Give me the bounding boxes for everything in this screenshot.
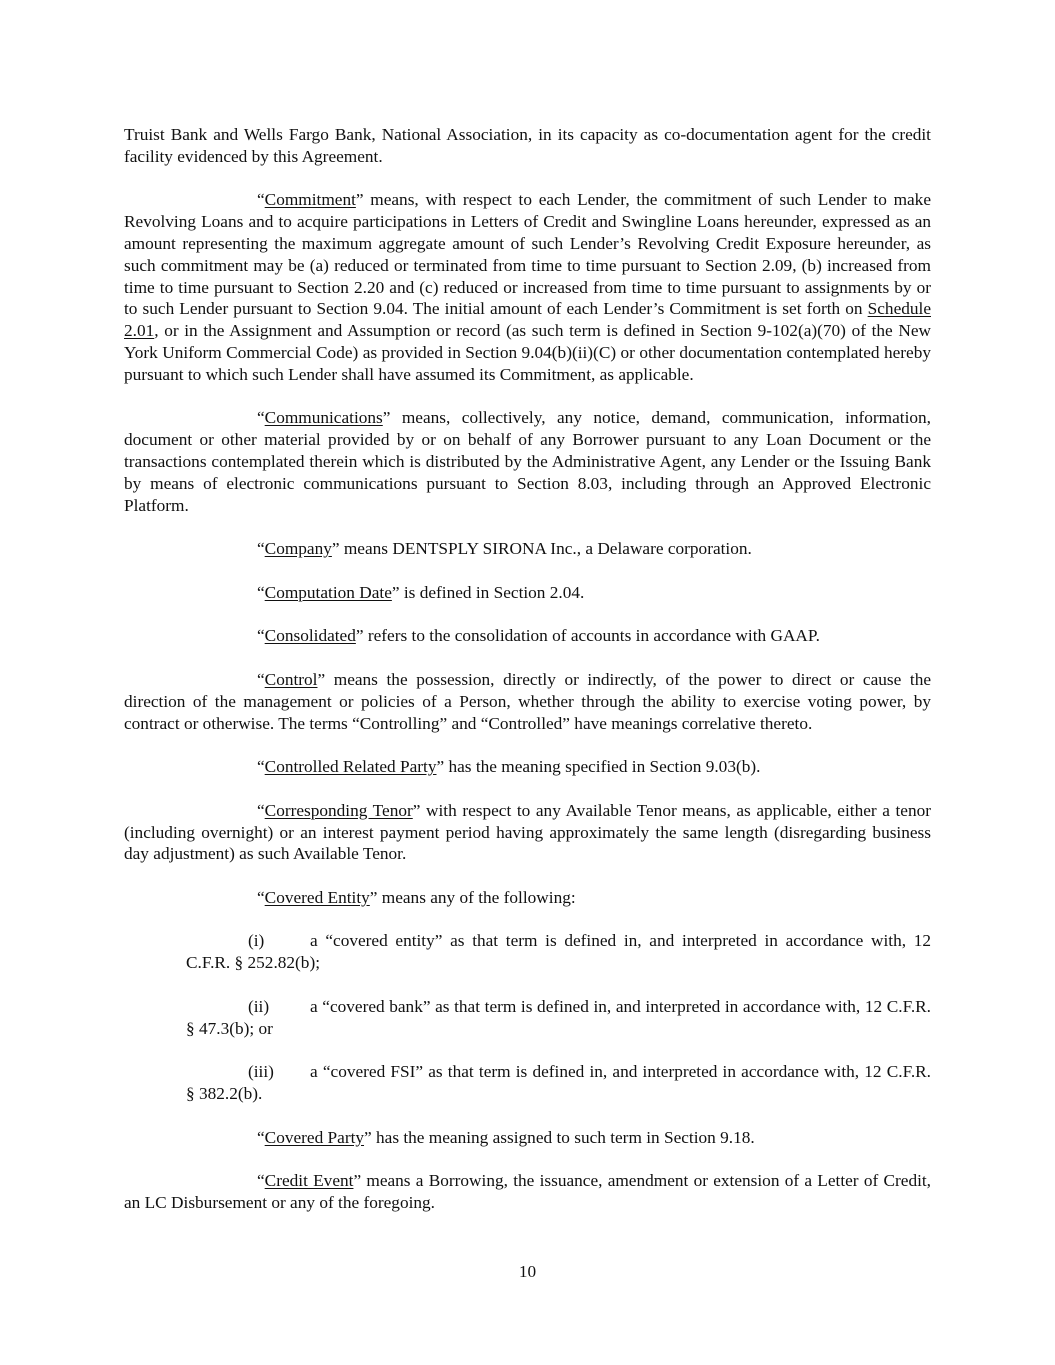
definition-covered-party: “Covered Party” has the meaning assigned to such term in Section 9.18.: [257, 1127, 755, 1147]
definition-controlled-related-party: “Controlled Related Party” has the meaning specified in Section 9.03(b).: [257, 757, 761, 777]
item-number: (i): [248, 931, 265, 951]
definition-commitment: “Commitment” means, with respect to each Lender, the commitment of such Lender to make Revolving Loans and to acquire participations in Letters of Credit and Swingline Loans hereunder, expressed as an amount representing the maximum aggregate amount of such Lender’s Revolving Credit Exposure hereunder, as such commitment may be (a) reduced or terminated from time to time pursuant to Section 2.09, (b) increased from time to time pursuant to Section 2.20 and (c) reduced or increased from time to time pursuant to assignments by or to such Lender pursuant to Section 9.04. The initial amount of each Lender’s Commitment is set forth on Schedule 2.01, or in the Assignment and Assumption or record (as such term is defined in Section 9-102(a)(70) of the New York Uniform Commercial Code) as provided in Section 9.04(b)(ii)(C) or other documentation contemplated hereby pursuant to which such Lender shall have assumed its Commitment, as applicable.: [124, 190, 931, 384]
definition-control: “Control” means the possession, directly or indirectly, of the power to direct or cause the direction of the management or policies of a Person, whether through the ability to exercise voting power, by contract or otherwise. The terms “Controlling” and “Controlled” have meanings correlative thereto.: [124, 669, 931, 733]
definition-computation-date: “Computation Date” is defined in Section 2.04.: [257, 582, 585, 602]
defined-term: Consolidated: [264, 626, 356, 646]
item-number: (ii): [248, 996, 270, 1016]
defined-term: Communications: [264, 408, 383, 428]
definition-corresponding-tenor: “Corresponding Tenor” with respect to any Available Tenor means, as applicable, either a tenor (including overnight) or an interest payment period having approximately the same length (disregarding business day adjustment) as such Available Tenor.: [124, 800, 932, 864]
page-number: 10: [518, 1262, 537, 1281]
definition-covered-entity: “Covered Entity” means any of the following:: [257, 887, 576, 907]
defined-term: Credit Event: [264, 1171, 354, 1191]
defined-term: Covered Entity: [264, 887, 370, 907]
defined-term: Company: [264, 539, 332, 559]
defined-term: Covered Party: [264, 1127, 365, 1147]
defined-term: Computation Date: [264, 582, 392, 602]
defined-term: Controlled Related Party: [264, 757, 437, 777]
covered-entity-item: (iii) a “covered FSI” as that term is defined in, and interpreted in accordance with, 12 C.F.R. § 382.2(b).: [186, 1062, 931, 1104]
schedule-reference: Schedule 2.01: [124, 299, 931, 341]
covered-entity-item: (i) a “covered entity” as that term is defined in, and interpreted in accordance with, 12 C.F.R. § 252.82(b);: [186, 931, 931, 973]
definition-credit-event: “Credit Event” means a Borrowing, the issuance, amendment or extension of a Letter of Credit, an LC Disbursement or any of the foregoing.: [124, 1171, 932, 1213]
definition-company: “Company” means DENTSPLY SIRONA Inc., a Delaware corporation.: [257, 539, 752, 559]
defined-term: Commitment: [264, 190, 356, 210]
item-number: (iii): [248, 1062, 274, 1082]
definition-consolidated: “Consolidated” refers to the consolidation of accounts in accordance with GAAP.: [257, 626, 820, 646]
intro-paragraph: Truist Bank and Wells Fargo Bank, National Association, in its capacity as co-documentation agent for the credit facility evidenced by this Agreement.: [124, 125, 931, 166]
document-page: [124, 124, 931, 1236]
covered-entity-item: (ii) a “covered bank” as that term is defined in, and interpreted in accordance with, 12 C.F.R. § 47.3(b); or: [186, 996, 931, 1038]
defined-term: Corresponding Tenor: [264, 800, 413, 820]
definition-communications: “Communications” means, collectively, any notice, demand, communication, information, document or other material provided by or on behalf of any Borrower pursuant to any Loan Document or the transactions contemplated therein which is distributed by the Administrative Agent, any Lender or the Issuing Bank by means of electronic communications pursuant to Section 8.03, including through an Approved Electronic Platform.: [124, 408, 931, 515]
defined-term: Control: [264, 669, 318, 689]
